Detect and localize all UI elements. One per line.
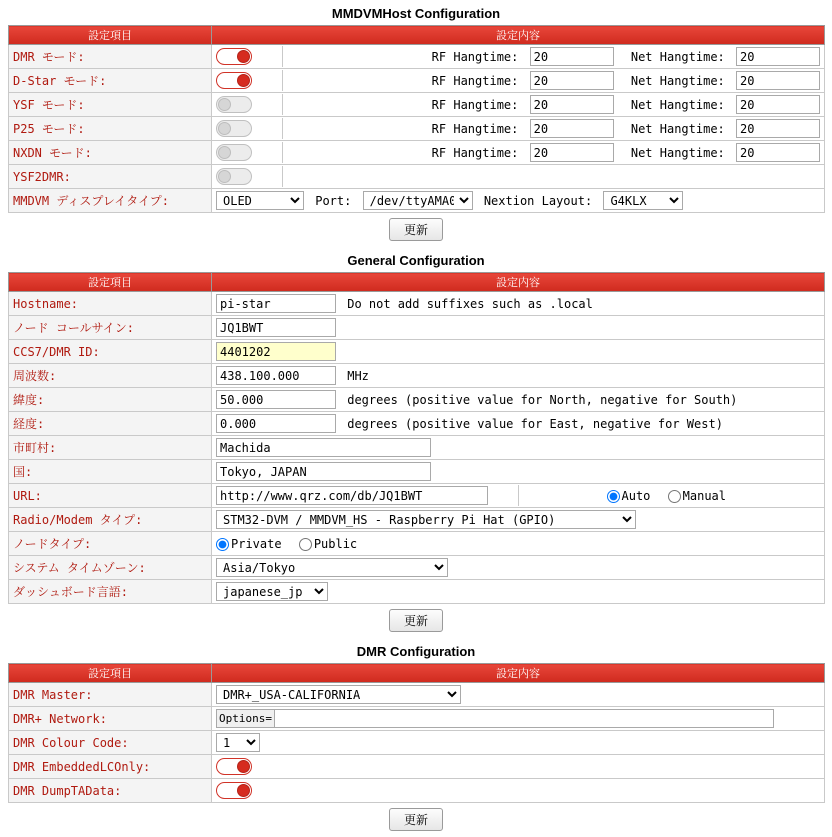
- dmr-embeddedlconly-value-cell: [212, 755, 825, 779]
- table-row: [9, 755, 825, 779]
- toggle-knob: [218, 170, 231, 183]
- node-private-radio[interactable]: [216, 538, 229, 551]
- p25-rf-hangtime-label: RF Hangtime:: [431, 121, 519, 136]
- table-row: [9, 69, 825, 93]
- p25-rf-hangtime-input[interactable]: [530, 119, 614, 138]
- display-port-select[interactable]: [363, 191, 473, 210]
- nextion-layout-label: Nextion Layout:: [483, 193, 593, 208]
- dstar-net-hangtime-input[interactable]: [736, 71, 820, 90]
- dmr-rf-hangtime-label: RF Hangtime:: [431, 49, 519, 64]
- dashboard-language-label: ダッシュボード言語:: [9, 580, 212, 604]
- dmr-master-select[interactable]: [216, 685, 461, 704]
- dmr-embeddedlconly-label: DMR EmbeddedLCOnly:: [9, 755, 212, 779]
- mmdvm-update-button[interactable]: 更新: [389, 218, 443, 241]
- dstar-mode-label: D-Star モード:: [9, 69, 212, 93]
- ysf2dmr-label: YSF2DMR:: [9, 165, 212, 189]
- node-callsign-input[interactable]: [216, 318, 336, 337]
- table-row: [9, 292, 825, 316]
- mmdvm-display-type-label: MMDVM ディスプレイタイプ:: [9, 189, 212, 213]
- toggle-knob: [237, 50, 250, 63]
- node-type-label: ノードタイプ:: [9, 532, 212, 556]
- table-row: [9, 779, 825, 803]
- mmdvm-config-table: [8, 25, 825, 213]
- url-manual-radio[interactable]: [668, 490, 681, 503]
- toggle-knob: [218, 122, 231, 135]
- radio-modem-value-cell: [212, 508, 825, 532]
- town-label: 市町村:: [9, 436, 212, 460]
- timezone-value-cell: [212, 556, 825, 580]
- dstar-rf-hangtime-input[interactable]: [530, 71, 614, 90]
- longitude-label: 経度:: [9, 412, 212, 436]
- table-header-row: [9, 664, 825, 683]
- node-callsign-label: ノード コールサイン:: [9, 316, 212, 340]
- hostname-value-cell: [212, 292, 825, 316]
- node-public-radio-label[interactable]: [299, 537, 357, 551]
- latitude-input[interactable]: [216, 390, 336, 409]
- latitude-label: 緯度:: [9, 388, 212, 412]
- table-row: [9, 580, 825, 604]
- table-row: [9, 340, 825, 364]
- dmr-rf-hangtime-input[interactable]: [530, 47, 614, 66]
- table-header-row: [9, 273, 825, 292]
- frequency-note: MHz: [347, 368, 369, 383]
- country-value-cell: [212, 460, 825, 484]
- url-label: URL:: [9, 484, 212, 508]
- general-config-table: [8, 272, 825, 604]
- timezone-select[interactable]: [216, 558, 448, 577]
- dmr-master-value-cell: [212, 683, 825, 707]
- table-row: [9, 508, 825, 532]
- dmr-net-hangtime-label: Net Hangtime:: [630, 49, 725, 64]
- dmr-mode-toggle[interactable]: [216, 48, 252, 65]
- dmr-options-label: Options=: [216, 709, 274, 728]
- table-row: [9, 556, 825, 580]
- country-input[interactable]: [216, 462, 431, 481]
- hostname-label: Hostname:: [9, 292, 212, 316]
- table-row: [9, 460, 825, 484]
- general-col-value: 設定内容: [212, 273, 825, 292]
- url-mode-radio-group: [607, 489, 737, 503]
- ysf-mode-toggle[interactable]: [216, 96, 252, 113]
- url-input[interactable]: [216, 486, 488, 505]
- url-auto-radio[interactable]: [607, 490, 620, 503]
- dmr-colour-code-label: DMR Colour Code:: [9, 731, 212, 755]
- ysf2dmr-value-cell: [212, 165, 825, 189]
- ccs7-dmr-id-label: CCS7/DMR ID:: [9, 340, 212, 364]
- url-auto-text: Auto: [621, 488, 651, 503]
- ysf-mode-value-cell: [212, 93, 825, 117]
- node-public-radio[interactable]: [299, 538, 312, 551]
- town-input[interactable]: [216, 438, 431, 457]
- dashboard-language-select[interactable]: [216, 582, 328, 601]
- url-auto-radio-label[interactable]: [607, 489, 651, 503]
- ysf2dmr-toggle[interactable]: [216, 168, 252, 185]
- dmr-col-value: 設定内容: [212, 664, 825, 683]
- url-manual-text: Manual: [682, 488, 726, 503]
- dmr-mode-label: DMR モード:: [9, 45, 212, 69]
- country-label: 国:: [9, 460, 212, 484]
- ysf-rf-hangtime-input[interactable]: [530, 95, 614, 114]
- frequency-input[interactable]: [216, 366, 336, 385]
- table-row: [9, 412, 825, 436]
- table-row: [9, 316, 825, 340]
- table-row: [9, 165, 825, 189]
- dmr-dumptadata-toggle[interactable]: [216, 782, 252, 799]
- nxdn-mode-label: NXDN モード:: [9, 141, 212, 165]
- p25-net-hangtime-label: Net Hangtime:: [630, 121, 725, 136]
- nextion-layout-select[interactable]: [603, 191, 683, 210]
- dmr-col-setting: 設定項目: [9, 664, 212, 683]
- table-row: [9, 189, 825, 213]
- toggle-knob: [218, 98, 231, 111]
- hostname-note: Do not add suffixes such as .local: [347, 296, 593, 311]
- toggle-knob: [218, 146, 231, 159]
- display-port-label: Port:: [315, 193, 352, 208]
- radio-modem-type-select[interactable]: [216, 510, 636, 529]
- dmr-update-wrap: [8, 803, 824, 837]
- ysf-net-hangtime-label: Net Hangtime:: [630, 97, 725, 112]
- node-callsign-value-cell: [212, 316, 825, 340]
- dmr-embeddedlconly-toggle[interactable]: [216, 758, 252, 775]
- table-row: [9, 436, 825, 460]
- display-type-select[interactable]: [216, 191, 304, 210]
- dmr-net-hangtime-input[interactable]: [736, 47, 820, 66]
- dmr-plus-network-value-cell: [212, 707, 825, 731]
- nxdn-net-hangtime-label: Net Hangtime:: [630, 145, 725, 160]
- latitude-note: degrees (positive value for North, negative for South): [347, 392, 738, 407]
- dstar-mode-value-cell: [212, 69, 825, 93]
- general-update-button[interactable]: 更新: [389, 609, 443, 632]
- dmr-update-button[interactable]: 更新: [389, 808, 443, 831]
- table-header-row: [9, 26, 825, 45]
- longitude-note: degrees (positive value for East, negative for West): [347, 416, 723, 431]
- toggle-knob: [237, 74, 250, 87]
- ccs7-dmr-id-value-cell: [212, 340, 825, 364]
- ccs7-dmr-id-input[interactable]: [216, 342, 336, 361]
- node-private-radio-label[interactable]: [216, 537, 282, 551]
- dmr-config-table: [8, 663, 825, 803]
- nxdn-mode-toggle[interactable]: [216, 144, 252, 161]
- mmdvm-col-setting: 設定項目: [9, 26, 212, 45]
- table-row: [9, 45, 825, 69]
- url-value-cell: [212, 484, 825, 508]
- mmdvm-update-wrap: [8, 213, 824, 247]
- mmdvm-display-value-cell: [212, 189, 825, 213]
- ysf-mode-label: YSF モード:: [9, 93, 212, 117]
- radio-modem-type-label: Radio/Modem タイプ:: [9, 508, 212, 532]
- url-manual-radio-label[interactable]: [668, 489, 726, 503]
- table-row: [9, 731, 825, 755]
- dmr-mode-value-cell: [212, 45, 825, 69]
- node-public-text: Public: [313, 536, 358, 551]
- node-type-radio-group: [216, 537, 367, 551]
- longitude-input[interactable]: [216, 414, 336, 433]
- nxdn-rf-hangtime-input[interactable]: [530, 143, 614, 162]
- node-type-value-cell: [212, 532, 825, 556]
- dstar-mode-toggle[interactable]: [216, 72, 252, 89]
- dmr-dumptadata-value-cell: [212, 779, 825, 803]
- p25-mode-toggle[interactable]: [216, 120, 252, 137]
- nxdn-net-hangtime-input[interactable]: [736, 143, 820, 162]
- dmr-plus-network-label: DMR+ Network:: [9, 707, 212, 731]
- table-row: [9, 388, 825, 412]
- dmr-colour-code-value-cell: [212, 731, 825, 755]
- nxdn-rf-hangtime-label: RF Hangtime:: [431, 145, 519, 160]
- timezone-label: システム タイムゾーン:: [9, 556, 212, 580]
- dmr-master-label: DMR Master:: [9, 683, 212, 707]
- ysf-net-hangtime-input[interactable]: [736, 95, 820, 114]
- latitude-value-cell: [212, 388, 825, 412]
- frequency-value-cell: [212, 364, 825, 388]
- table-row: [9, 683, 825, 707]
- dashboard-language-value-cell: [212, 580, 825, 604]
- dmr-section-title: DMR Configuration: [356, 644, 476, 659]
- dstar-rf-hangtime-label: RF Hangtime:: [431, 73, 519, 88]
- p25-mode-label: P25 モード:: [9, 117, 212, 141]
- dstar-net-hangtime-label: Net Hangtime:: [630, 73, 725, 88]
- toggle-knob: [237, 784, 250, 797]
- mmdvm-col-value: 設定内容: [212, 26, 825, 45]
- table-row: [9, 484, 825, 508]
- longitude-value-cell: [212, 412, 825, 436]
- p25-net-hangtime-input[interactable]: [736, 119, 820, 138]
- ysf-rf-hangtime-label: RF Hangtime:: [431, 97, 519, 112]
- town-value-cell: [212, 436, 825, 460]
- toggle-knob: [237, 760, 250, 773]
- general-col-setting: 設定項目: [9, 273, 212, 292]
- table-row: [9, 117, 825, 141]
- hostname-input[interactable]: [216, 294, 336, 313]
- general-section-title: General Configuration: [347, 253, 485, 268]
- pistar-config-page: [0, 6, 832, 837]
- table-row: [9, 707, 825, 731]
- table-row: [9, 141, 825, 165]
- node-private-text: Private: [231, 536, 282, 551]
- dmr-dumptadata-label: DMR DumpTAData:: [9, 779, 212, 803]
- dmr-options-input[interactable]: [274, 709, 774, 728]
- general-update-wrap: [8, 604, 824, 638]
- mmdvm-section-title: MMDVMHost Configuration: [331, 6, 501, 21]
- p25-mode-value-cell: [212, 117, 825, 141]
- frequency-label: 周波数:: [9, 364, 212, 388]
- table-row: [9, 364, 825, 388]
- nxdn-mode-value-cell: [212, 141, 825, 165]
- dmr-colour-code-select[interactable]: [216, 733, 260, 752]
- table-row: [9, 93, 825, 117]
- table-row: [9, 532, 825, 556]
